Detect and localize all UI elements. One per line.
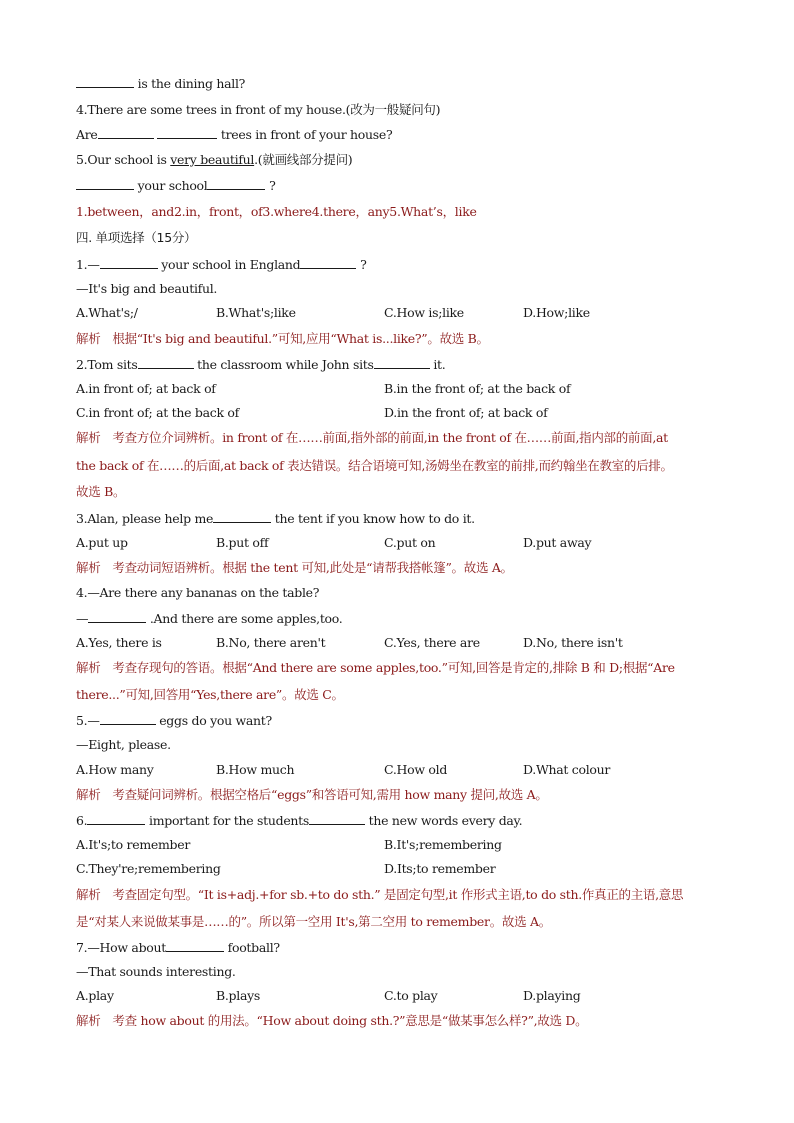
option-c[interactable]: C.to play (384, 988, 438, 1003)
option-a[interactable]: A.in front of; at back of (76, 381, 216, 396)
answer-blank[interactable] (87, 813, 145, 825)
tail-answer-key: 1.between，and2.in，front，of3.where4.there，any5.What’s，like (76, 204, 477, 219)
section-heading: 四. 单项选择（15分） (76, 230, 197, 245)
question-5: 5.— eggs do you want? (76, 713, 272, 728)
option-d[interactable]: D.How;like (523, 305, 590, 320)
question-5-analysis: 解析 考查疑问词辨析。根据空格后“eggs”和答语可知,需用 how many 提问,故选 A。 (76, 787, 548, 802)
option-c[interactable]: C.How is;like (384, 305, 464, 320)
answer-blank[interactable] (76, 178, 134, 190)
question-2-analysis-1: 解析 考查方位介词辨析。in front of 在……前面,指外部的前面,in the front of 在……前面,指内部的前面,at (76, 430, 668, 445)
analysis-tag: 解析 (76, 660, 101, 675)
question-2-options-row-1 (76, 381, 726, 397)
question-3-analysis: 解析 考查动词短语辨析。根据 the tent 可知,此处是“请帮我搭帐篷”。故选 A。 (76, 560, 513, 575)
option-a[interactable]: A.play (76, 988, 114, 1003)
answer-blank[interactable] (100, 713, 156, 725)
answer-blank[interactable] (100, 257, 158, 269)
option-d[interactable]: D.playing (523, 988, 581, 1003)
analysis-tag: 解析 (76, 887, 101, 902)
question-4-options (76, 635, 726, 651)
option-d[interactable]: D.What colour (523, 762, 611, 777)
option-d[interactable]: D.No, there isn't (523, 635, 623, 650)
option-a[interactable]: A.How many (76, 762, 154, 777)
option-b[interactable]: B.put off (216, 535, 269, 550)
analysis-tag: 解析 (76, 430, 101, 445)
answer-blank[interactable] (207, 178, 265, 190)
question-2-analysis-2: the back of 在……的后面,at back of 表达错误。结合语境可知,汤姆坐在教室的前排,而约翰坐在教室的后排。 (76, 458, 673, 473)
answer-blank[interactable] (166, 940, 224, 952)
tail-question-5: 5.Our school is very beautiful.(就画线部分提问) (76, 152, 353, 167)
question-6-options-row-2 (76, 861, 726, 877)
answer-blank[interactable] (300, 257, 356, 269)
question-2-options-row-2 (76, 405, 726, 421)
option-c[interactable]: C.in front of; at the back of (76, 405, 239, 420)
question-4-analysis-1: 解析 考查存现句的答语。根据“And there are some apples,too.”可知,回答是肯定的,排除 B 和 D;根据“Are (76, 660, 675, 675)
option-a[interactable]: A.put up (76, 535, 128, 550)
option-d[interactable]: D.in the front of; at back of (384, 405, 548, 420)
option-b[interactable]: B.No, there aren't (216, 635, 326, 650)
option-c[interactable]: C.They're;remembering (76, 861, 221, 876)
question-4-analysis-2: there...”可知,回答用“Yes,there are”。故选 C。 (76, 687, 344, 702)
question-1-options (76, 305, 726, 321)
question-5-reply: —Eight, please. (76, 737, 171, 752)
question-6-options-row-1 (76, 837, 726, 853)
question-7: 7.—How about football? (76, 940, 280, 955)
answer-blank[interactable] (374, 357, 430, 369)
answer-blank[interactable] (88, 611, 146, 623)
option-b[interactable]: B.It's;remembering (384, 837, 502, 852)
tail-line-1: is the dining hall? (76, 76, 245, 92)
option-c[interactable]: C.Yes, there are (384, 635, 480, 650)
tail-question-5-blanks: your school ? (76, 178, 276, 194)
question-3-options (76, 535, 726, 551)
question-2-analysis-3: 故选 B。 (76, 484, 126, 499)
option-a[interactable]: A.What's;/ (76, 305, 138, 320)
answer-blank[interactable] (138, 357, 194, 369)
option-b[interactable]: B.plays (216, 988, 260, 1003)
analysis-tag: 解析 (76, 787, 101, 802)
question-3: 3.Alan, please help me the tent if you know how to do it. (76, 511, 475, 526)
question-6-analysis-1: 解析 考查固定句型。“It is+adj.+for sb.+to do sth.” 是固定句型,it 作形式主语,to do sth.作真正的主语,意思 (76, 887, 684, 902)
question-4: 4.—Are there any bananas on the table? (76, 585, 320, 600)
answer-blank[interactable] (157, 127, 217, 139)
question-6-analysis-2: 是“对某人来说做某事是……的”。所以第一空用 It's,第二空用 to remember。故选 A。 (76, 914, 551, 929)
option-a[interactable]: A.It's;to remember (76, 837, 190, 852)
question-7-reply: —That sounds interesting. (76, 964, 236, 979)
answer-blank[interactable] (98, 127, 154, 139)
underlined-phrase: very beautiful (170, 152, 255, 167)
answer-blank[interactable] (213, 511, 271, 523)
question-6: 6. important for the students the new words every day. (76, 813, 523, 828)
question-1-analysis: 解析 根据“It's big and beautiful.”可知,应用“What is...like?”。故选 B。 (76, 331, 489, 346)
answer-blank[interactable] (309, 813, 365, 825)
question-2: 2.Tom sits the classroom while John sits it. (76, 357, 446, 372)
option-a[interactable]: A.Yes, there is (76, 635, 162, 650)
tail-question-4-blanks: Are trees in front of your house? (76, 127, 393, 142)
option-b[interactable]: B.What's;like (216, 305, 296, 320)
option-b[interactable]: B.in the front of; at the back of (384, 381, 571, 396)
analysis-tag: 解析 (76, 560, 101, 575)
option-d[interactable]: D.Its;to remember (384, 861, 496, 876)
question-1-reply: —It's big and beautiful. (76, 281, 218, 296)
question-1: 1.— your school in England ? (76, 257, 367, 272)
question-5-options (76, 762, 726, 778)
analysis-tag: 解析 (76, 1013, 101, 1028)
question-4-reply: — .And there are some apples,too. (76, 611, 343, 626)
option-c[interactable]: C.How old (384, 762, 448, 777)
answer-blank[interactable] (76, 76, 134, 88)
option-c[interactable]: C.put on (384, 535, 436, 550)
option-d[interactable]: D.put away (523, 535, 592, 550)
analysis-tag: 解析 (76, 331, 101, 346)
question-7-analysis: 解析 考查 how about 的用法。“How about doing sth.?”意思是“做某事怎么样?”,故选 D。 (76, 1013, 588, 1028)
tail-question-4: 4.There are some trees in front of my house.(改为一般疑问句) (76, 102, 441, 117)
question-7-options (76, 988, 726, 1004)
option-b[interactable]: B.How much (216, 762, 295, 777)
